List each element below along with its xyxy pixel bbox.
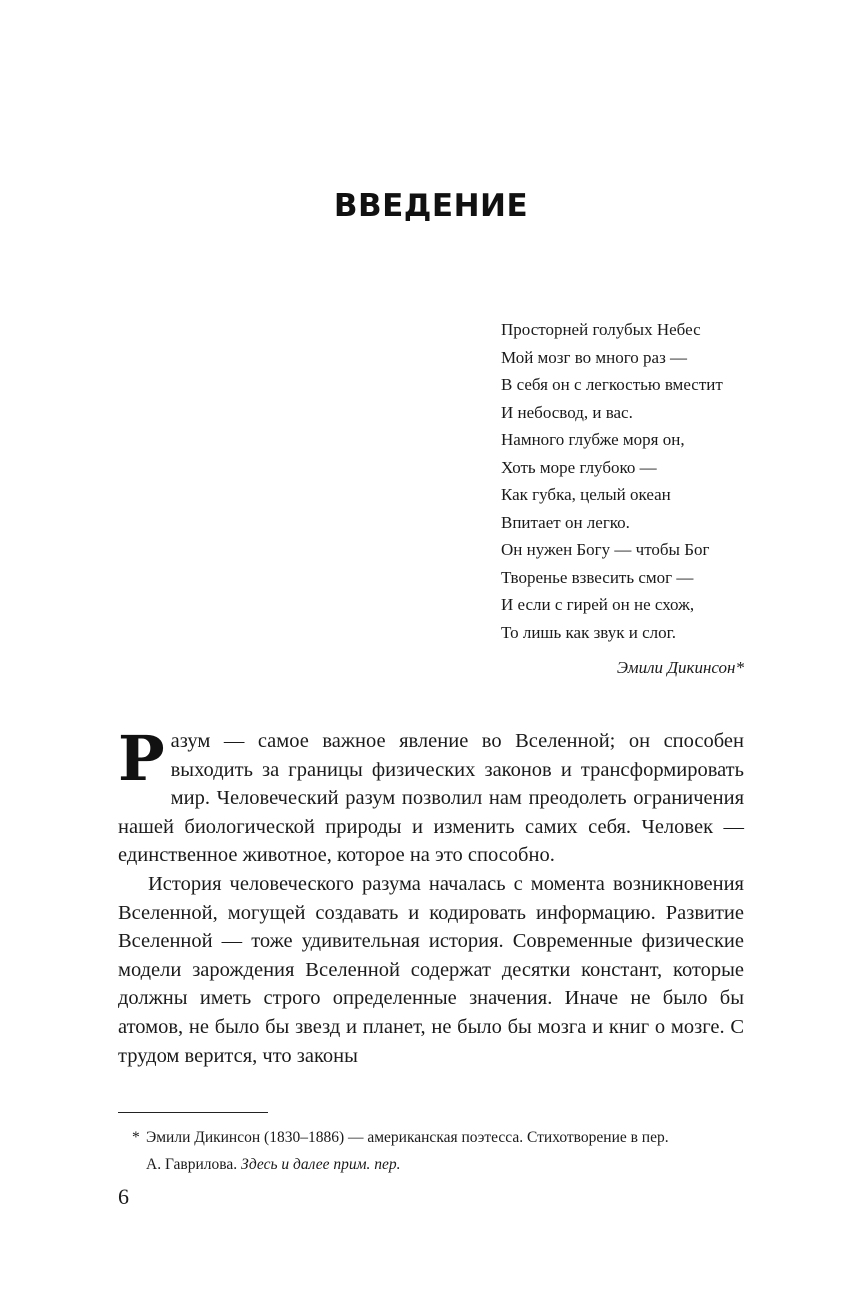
epigraph-line: То лишь как звук и слог.: [501, 622, 676, 642]
footnote-line-1: Эмили Дикинсон (1830–1886) — американская поэтесса. Стихотворение в пер.: [146, 1129, 669, 1146]
epigraph-line: Просторней голубых Небес: [501, 320, 701, 339]
epigraph-line: Впитает он легко.: [501, 512, 630, 532]
footnote-line-2: [132, 1151, 752, 1178]
paragraph-2: История человеческого разума началась с момента возникновения Вселенной, могущей создавать и кодировать информацию. Развитие Вселенной — тоже удивительная история. Современные физические модели зарождения Вселенной содержат десятки констант, которые должны иметь строго определенные значения. Иначе не было бы атомов, не было бы звезд и планет, не было бы мозга и книг о мозге. С трудом верится, что законы: [118, 872, 744, 1067]
epigraph-line: Он нужен Богу — чтобы Бог: [501, 540, 710, 559]
footnote-mark: *: [132, 1129, 140, 1146]
page-number: 6: [118, 1184, 129, 1209]
epigraph-line: Творенье взвесить смог —: [501, 567, 694, 587]
paragraph-1-text: азум — самое важное явление во Вселенной; он способен выходить за границы физических законов и трансформировать мир. Человеческий разум позволил нам преодолеть ограничения нашей биологической природы и изменить самих себя. Человек — единственное животное, которое на это способно.: [118, 730, 744, 867]
epigraph-author: Эмили Дикинсон*: [616, 658, 744, 677]
drop-cap: Р: [118, 722, 165, 795]
footnote: [132, 1124, 752, 1178]
chapter-title: ВВЕДЕНИЕ: [333, 188, 529, 224]
epigraph-line: И если с гирей он не схож,: [501, 595, 695, 614]
epigraph-line: В себя он с легкостью вместит: [501, 375, 723, 394]
epigraph-line: Намного глубже моря он,: [501, 430, 685, 449]
epigraph-line: Хоть море глубоко —: [501, 457, 657, 477]
epigraph: [501, 316, 751, 682]
paragraph-1: [118, 722, 744, 870]
footnote-divider: [118, 1112, 268, 1113]
epigraph-line: И небосвод, и вас.: [501, 402, 633, 422]
epigraph-line: Мой мозг во много раз —: [501, 347, 688, 367]
footnote-translator: А. Гаврилова.: [146, 1156, 241, 1173]
footnote-editor-note: Здесь и далее прим. пер.: [241, 1156, 401, 1173]
epigraph-line: Как губка, целый океан: [501, 485, 671, 504]
body-text: [118, 722, 744, 1070]
